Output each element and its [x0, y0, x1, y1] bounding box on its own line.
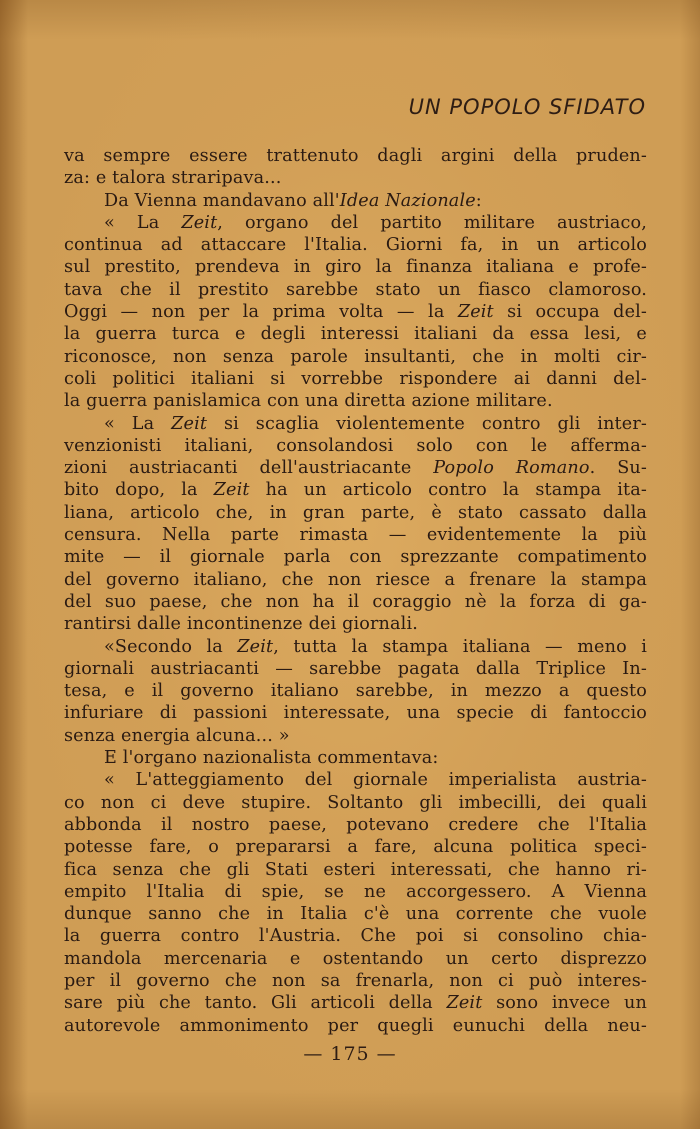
text-line: [64, 636, 647, 658]
text-line: la guerra contro l'Austria. Che poi si consolino chia-: [64, 926, 647, 947]
text-line: continua ad attaccare l'Italia. Giorni fa, in un articolo: [64, 235, 647, 256]
text-line: autorevole ammonimento per quegli eunuchi della neu-: [64, 1015, 647, 1036]
text-run: «Secondo la: [104, 636, 238, 657]
text-line: la guerra panislamica con una diretta azione militare.: [64, 391, 553, 412]
italic-run: Zeit: [446, 993, 483, 1014]
italic-run: Zeit: [237, 636, 274, 657]
italic-run: Zeit: [213, 480, 250, 501]
text-line: mandola mercenaria e ostentando un certo disprezzo: [64, 948, 647, 969]
running-head: UN POPOLO SFIDATO: [408, 95, 646, 119]
text-line: censura. Nella parte rimasta — evidentemente la più: [64, 525, 647, 546]
text-line: riconosce, non senza parole insultanti, che in molti cir-: [64, 346, 647, 367]
text-line: E l'organo nazionalista commentava:: [104, 748, 439, 769]
text-line: la guerra turca e degli interessi italiani da essa lesi, e: [64, 324, 647, 345]
text-line: [64, 212, 647, 234]
text-run: si scaglia violentemente contro gli inter-: [207, 413, 647, 434]
text-run: sare più che tanto. Gli articoli della: [64, 993, 447, 1014]
text-line: [64, 190, 647, 212]
text-line: venzionisti italiani, consolandosi solo con le afferma-: [64, 435, 647, 456]
italic-run: Idea Nazionale: [339, 190, 476, 211]
text-line: va sempre essere trattenuto dagli argini della pruden-: [64, 146, 647, 166]
text-run: ha un articolo contro la stampa ita-: [249, 480, 647, 501]
italic-run: Zeit: [457, 302, 494, 323]
text-line: sul prestito, prendeva in giro la finanza italiana e profe-: [64, 257, 647, 278]
text-run: sono invece un: [482, 993, 648, 1014]
text-run: , organo del partito militare austriaco,: [217, 212, 647, 233]
text-line: [64, 479, 647, 501]
text-line: za: e talora straripava...: [64, 168, 282, 189]
text-line: giornali austriacanti — sarebbe pagata dalla Triplice In-: [64, 658, 647, 679]
text-line: del suo paese, che non ha il coraggio nè la forza di ga-: [64, 591, 647, 612]
text-line: dunque sanno che in Italia c'è una corrente che vuole: [64, 904, 647, 925]
text-run: Da Vienna mandavano all': [104, 190, 340, 211]
text-line: senza energia alcuna... »: [64, 725, 290, 746]
text-line: infuriare di passioni interessate, una specie di fantoccio: [64, 703, 647, 724]
text-line: co non ci deve stupire. Soltanto gli imbecilli, dei quali: [64, 792, 647, 813]
text-line: « L'atteggiamento del giornale imperialista austria-: [104, 770, 647, 791]
body-text: [64, 145, 647, 1037]
text-line: tesa, e il governo italiano sarebbe, in mezzo a questo: [64, 681, 647, 702]
page-number: — 175 —: [303, 1043, 397, 1065]
text-run: « La: [104, 212, 182, 233]
text-line: [64, 457, 647, 479]
text-run: Oggi — non per la prima volta — la: [64, 302, 458, 323]
text-run: :: [475, 190, 482, 211]
text-run: si occupa del-: [493, 302, 648, 323]
text-line: liana, articolo che, in gran parte, è stato cassato dalla: [64, 502, 647, 523]
text-line: per il governo che non sa frenarla, non ci può interes-: [64, 970, 647, 991]
text-line: [64, 413, 647, 435]
text-line: mite — il giornale parla con sprezzante compatimento: [64, 547, 647, 568]
text-line: rantirsi dalle incontinenze dei giornali.: [64, 614, 418, 635]
text-run: . Su-: [589, 458, 647, 479]
text-run: zioni austriacanti dell'austriacante: [64, 458, 434, 479]
text-line: [64, 301, 647, 323]
italic-run: Zeit: [181, 212, 218, 233]
text-line: fica senza che gli Stati esteri interessati, che hanno ri-: [64, 859, 647, 880]
text-line: tava che il prestito sarebbe stato un fiasco clamoroso.: [64, 279, 647, 300]
text-line: coli politici italiani si vorrebbe rispondere ai danni del-: [64, 368, 647, 389]
text-line: [64, 992, 647, 1014]
text-line: potesse fare, o prepararsi a fare, alcuna politica speci-: [64, 837, 647, 858]
text-line: del governo italiano, che non riesce a frenare la stampa: [64, 569, 647, 590]
text-run: « La: [104, 413, 172, 434]
text-line: empito l'Italia di spie, se ne accorgessero. A Vienna: [64, 881, 647, 902]
italic-run: Popolo Romano: [433, 458, 590, 479]
text-run: , tutta la stampa italiana — meno i: [273, 636, 647, 657]
text-run: bito dopo, la: [64, 480, 214, 501]
italic-run: Zeit: [171, 413, 208, 434]
text-line: abbonda il nostro paese, potevano credere che l'Italia: [64, 814, 647, 835]
